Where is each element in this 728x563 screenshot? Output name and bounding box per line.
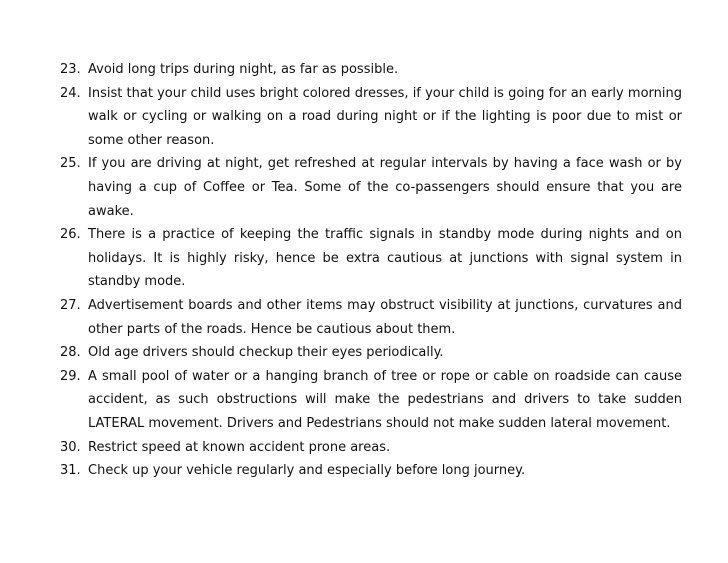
item-number: 24. xyxy=(60,85,81,101)
list-item xyxy=(60,152,682,223)
list-item xyxy=(60,82,682,153)
item-text: There is a practice of keeping the traffic signals in standby mode during nights and on holidays. It is highly risky, hence be extra cautious at junctions with signal system in standby mode. xyxy=(88,227,682,290)
safety-tips-list xyxy=(60,58,682,483)
item-number: 27. xyxy=(60,297,81,313)
item-text: If you are driving at night, get refreshed at regular intervals by having a face wash or by having a cup of Coffee or Tea. Some of the co-passengers should ensure that you are awake. xyxy=(88,156,682,219)
item-number: 31. xyxy=(60,463,81,479)
item-text: Restrict speed at known accident prone areas. xyxy=(88,439,391,455)
item-text: Old age drivers should checkup their eyes periodically. xyxy=(88,345,444,361)
list-item xyxy=(60,223,682,294)
item-number: 30. xyxy=(60,439,81,455)
item-number: 26. xyxy=(60,227,81,243)
list-item xyxy=(60,58,682,82)
list-item xyxy=(60,436,682,460)
item-text: Insist that your child uses bright colored dresses, if your child is going for an early morning walk or cycling or walking on a road during night or if the lighting is poor due to mist or some other reason. xyxy=(88,85,682,148)
item-number: 29. xyxy=(60,368,81,384)
list-item xyxy=(60,365,682,436)
list-item xyxy=(60,294,682,341)
item-text: Check up your vehicle regularly and especially before long journey. xyxy=(88,463,526,479)
item-text: A small pool of water or a hanging branch of tree or rope or cable on roadside can cause accident, as such obstructions will make the pedestrians and drivers to take sudden LATERAL movement. Drivers and Pedestrians should not make sudden lateral movement. xyxy=(88,368,682,431)
item-number: 28. xyxy=(60,345,81,361)
item-number: 23. xyxy=(60,62,81,77)
item-text: Avoid long trips during night, as far as possible. xyxy=(88,62,399,77)
item-text: Advertisement boards and other items may obstruct visibility at junctions, curvatures and other parts of the roads. Hence be cautious about them. xyxy=(88,297,682,337)
list-item xyxy=(60,341,682,365)
list-item xyxy=(60,459,682,483)
item-number: 25. xyxy=(60,156,81,172)
